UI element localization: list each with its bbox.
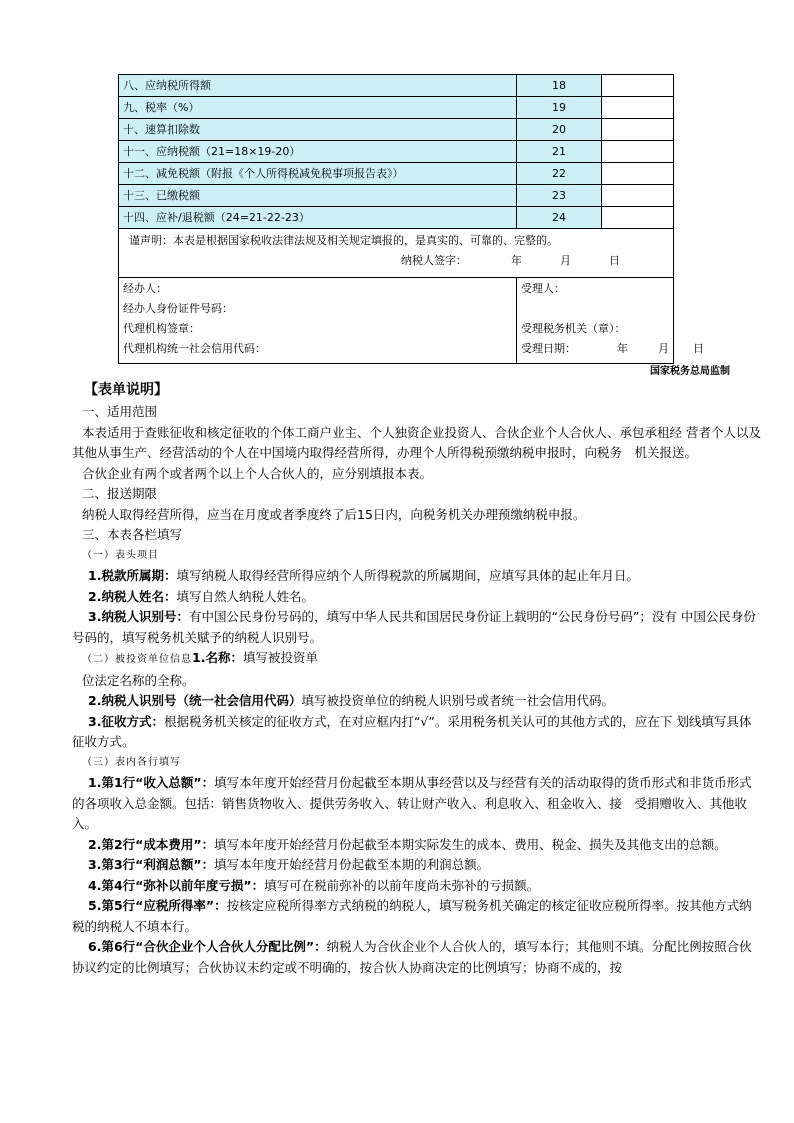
row-label: 十、速算扣除数 [119,119,517,141]
tax-office-label: 受理税务机关（章）： [521,322,626,335]
item-text: 填写可在税前弥补的以前年度尚未弥补的亏损额。 [264,877,540,893]
instruction-item [72,566,762,587]
row-value-input[interactable] [602,185,674,207]
table-row [119,75,674,97]
signature-month: 月 [560,254,571,267]
declaration-statement: 谨声明：本表是根据国家税收法律法规及相关规定填报的，是真实的、可靠的、完整的。 [129,234,558,247]
instruction-item [72,712,762,753]
row-label: 九、税率（%） [119,97,517,119]
acceptance-month: 月 [658,342,669,355]
item-label: 5.第5行“应税所得率”： [88,898,227,913]
instruction-item [72,773,762,835]
item-text: 填写本年度开始经营月份起截至本期的利润总额。 [214,857,490,872]
row-number: 19 [517,97,602,119]
row-value-input[interactable] [602,75,674,97]
row-number: 24 [517,207,602,229]
table-row [119,119,674,141]
instruction-item [72,607,762,648]
item-text: 填写被投资单 [242,650,318,665]
item-text: 填写本年度开始经营月份起截至本期从事经营以及与经营有关的活动取得的货币形式和非货币形式的各项收入总金额。包括：销售货物收入、提供劳务收入、转让财产收入、利息收入、租金收入、接 受捐赠收入、其他收入。 [72,775,752,831]
acceptance-day: 日 [693,342,704,355]
receiver-label: 受理人： [521,282,565,295]
blank-line [521,299,669,319]
item-text: 按核定应税所得率方式纳税的纳税人，填写税务机关确定的核定征收应税所得率。按其他方式纳税的纳税人不填本行。 [72,898,752,934]
row-value-input[interactable] [602,97,674,119]
section-heading: 一、适用范围 [82,404,158,419]
declaration-cell [119,229,674,278]
acceptance-date-line [521,339,704,359]
row-number: 21 [517,141,602,163]
instruction-item [72,648,762,671]
item-label: 3.纳税人识别号： [88,609,189,624]
instruction-item [72,835,762,856]
row-number: 23 [517,185,602,207]
item-label: 1.税款所属期： [88,568,177,583]
table-row [119,207,674,229]
paragraph: 本表适用于查账征收和核定征收的个体工商户业主、个人独资企业投资人、合伙企业个人合伙人、承包承租经 营者个人以及其他从事生产、经营活动的个人在中国境内取得经营所得，办理个人所得税预缴纳税申报时，向税务 机关报送。 [72,424,761,460]
instruction-item [72,876,762,897]
subsection-heading: （一）表头项目 [82,549,159,561]
row-label: 十三、已缴税额 [119,185,517,207]
tax-form-table [118,74,704,364]
agent-cell [119,278,517,364]
agency-code-label: 代理机构统一社会信用代码： [123,342,266,355]
item-text: 纳税人为合伙企业个人合伙人的，填写本行；其他则不填。分配比例按照合伙协议约定的比例填写；合伙协议未约定或不明确的，按合伙人协商决定的比例填写；协商不成的，按 [72,939,752,975]
notes-title: 【表单说明】 [84,382,168,398]
row-value-input[interactable] [602,119,674,141]
form-instructions [72,402,762,978]
row-label: 十一、应纳税额（21=18×19-20） [119,141,517,163]
item-label: 3.第3行“利润总额”： [88,857,215,872]
table-row [119,97,674,119]
item-label: 2.第2行“成本费用”： [88,836,215,852]
item-label: 4.第4行“弥补以前年度亏损”： [88,877,265,893]
section-heading: 二、报送期限 [82,486,158,501]
item-text: 有中国公民身份号码的，填写中华人民共和国居民身份证上载明的“公民身份号码”；没有 中国公民身份号码的，填写税务机关赋予的纳税人识别号。 [72,609,756,645]
acceptance-year: 年 [617,342,628,355]
row-label: 十四、应补/退税额（24=21-22-23） [119,207,517,229]
signature-line [123,251,669,271]
subsection-heading: （二）被投资单位信息 [82,654,192,665]
item-text: 填写本年度开始经营月份起截至本期实际发生的成本、费用、税金、损失及其他支出的总额。 [214,836,727,852]
row-number: 18 [517,75,602,97]
item-text: 填写被投资单位的纳税人识别号或者统一社会信用代码。 [301,693,614,708]
item-label: 1.名称： [192,650,243,665]
paragraph: 位法定名称的全称。 [82,672,195,688]
signature-year: 年 [511,254,522,267]
section-heading: 三、本表各栏填写 [82,527,183,542]
instruction-item [72,587,762,608]
agency-seal-label: 代理机构签章： [123,322,200,335]
item-label: 3.征收方式： [88,713,164,729]
row-value-input[interactable] [602,207,674,229]
item-text: 根据税务机关核定的征收方式，在对应框内打“√”。采用税务机关认可的其他方式的，应在下 划线填写具体征收方式。 [72,713,752,749]
instruction-item [72,896,762,937]
row-label: 八、应纳税所得额 [119,75,517,97]
signature-day: 日 [609,254,620,267]
item-text: 填写自然人纳税人姓名。 [176,588,314,604]
acceptance-cell [517,278,704,364]
instruction-item [72,855,762,876]
table-row [119,163,674,185]
row-number: 22 [517,163,602,185]
row-label: 十二、减免税额（附报《个人所得税减免税事项报告表》） [119,163,517,185]
item-label: 2.纳税人姓名： [88,588,177,604]
handler-id-label: 经办人身份证件号码： [123,302,233,315]
table-row [119,185,674,207]
row-value-input[interactable] [602,163,674,185]
row-value-input[interactable] [602,141,674,163]
item-text: 填写纳税人取得经营所得应纳个人所得税款的所属期间，应填写具体的起止年月日。 [176,568,639,583]
declaration-row [119,229,674,278]
paragraph: 合伙企业有两个或者两个以上个人合伙人的，应分别填报本表。 [82,465,433,481]
supervisor-mark: 国家税务总局监制 [650,366,730,377]
item-label: 2.纳税人识别号（统一社会信用代码） [88,693,302,708]
table-row [119,141,674,163]
item-label: 1.第1行“收入总额”： [88,775,215,790]
subsection-heading: （三）表内各行填写 [82,756,181,768]
signature-label: 纳税人签字： [401,254,467,267]
instruction-item [72,937,762,978]
acceptance-date-label: 受理日期： [521,342,576,355]
handler-label: 经办人： [123,282,167,295]
agent-row [119,278,674,364]
paragraph: 纳税人取得经营所得，应当在月度或者季度终了后15日内，向税务机关办理预缴纳税申报。 [82,506,586,522]
instruction-item [72,691,762,712]
item-label: 6.第6行“合伙企业个人合伙人分配比例”： [88,939,327,954]
row-number: 20 [517,119,602,141]
